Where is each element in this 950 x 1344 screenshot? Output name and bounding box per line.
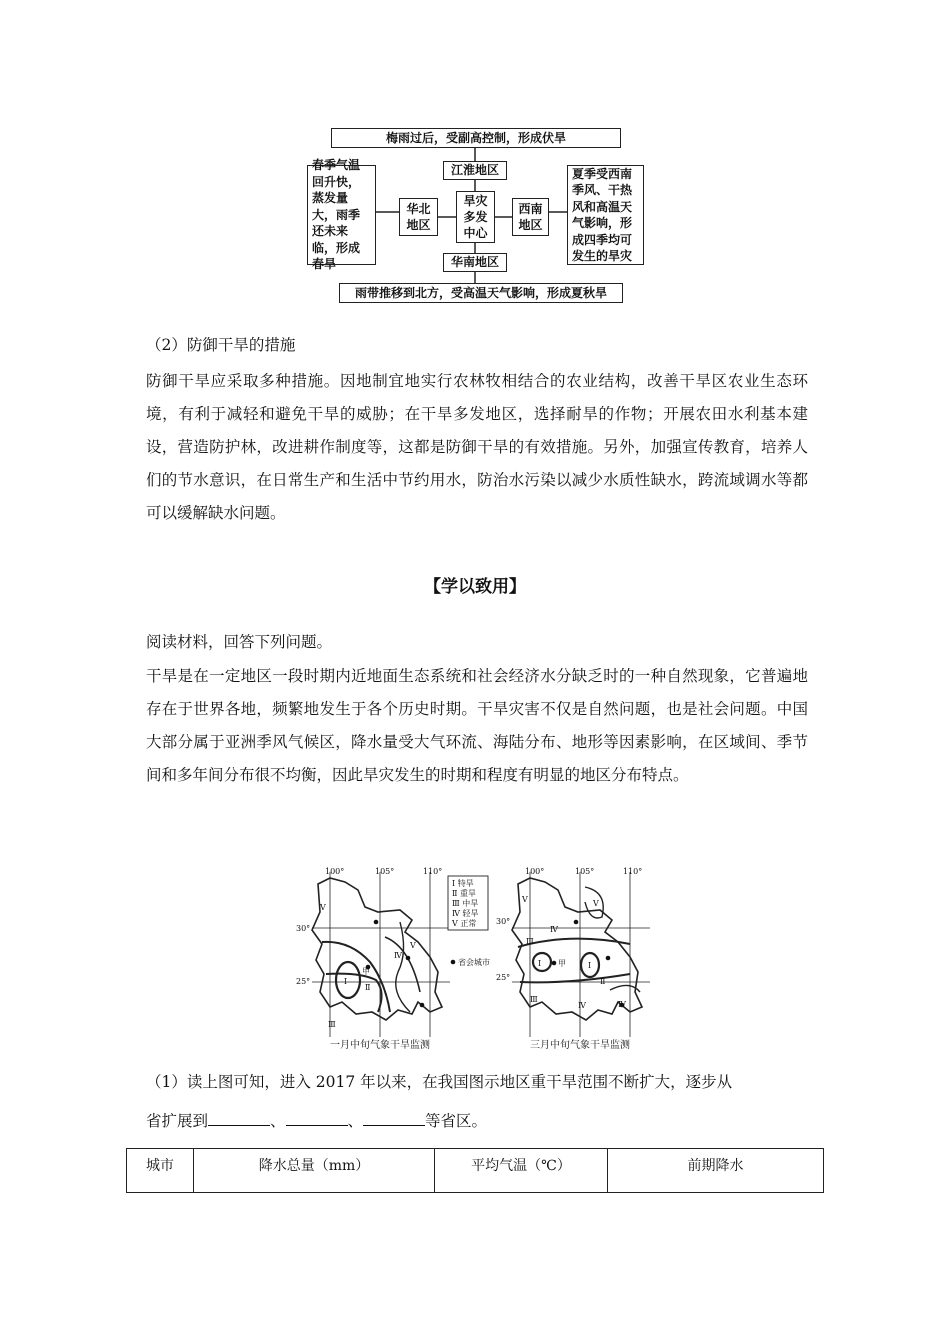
diagram-east-region (512, 198, 549, 236)
diagram-top-note: 梅雨过后，受副高控制，形成伏旱 (331, 128, 621, 148)
diagram-west-note-text: 春季气温回升快，蒸发量大，雨季还未来临，形成春旱 (312, 158, 361, 272)
question-1-sep: 、 (347, 1112, 364, 1130)
legend-item: Ⅲ 中旱 (452, 899, 479, 908)
left-map (312, 872, 450, 1037)
right-map-caption: 三月中旬气象干旱监测 (530, 1040, 630, 1051)
question-1-suffix: 等省区。 (425, 1112, 488, 1130)
capital-dot (420, 1003, 425, 1008)
section2-title: （2）防御干旱的措施 (146, 336, 296, 354)
diagram-east-label: 西南地区 (518, 202, 543, 232)
right-region-4b: Ⅳ (578, 1001, 586, 1010)
right-jia: 甲 (558, 959, 566, 968)
answer-blank-2[interactable] (286, 1111, 348, 1126)
left-lon-110: 110° (423, 867, 443, 876)
capital-dot (406, 956, 411, 961)
left-lon-105: 105° (375, 867, 395, 876)
right-region-3: Ⅲ (526, 937, 534, 946)
diagram-east-note (567, 165, 644, 265)
diagram-east-note-text: 夏季受西南季风、干热风和高温天气影响，形成四季均可发生的旱灾 (572, 166, 633, 263)
drought-maps (290, 862, 660, 1057)
data-table (126, 1148, 824, 1193)
diagram-bottom-note: 雨带推移到北方，受高温天气影响，形成夏秋旱 (339, 283, 623, 303)
diagram-center (456, 191, 495, 243)
answer-blank-3[interactable] (363, 1111, 425, 1126)
section2-body: 防御干旱应采取多种措施。因地制宜地实行农林牧相结合的农业结构，改善干旱区农业生态环境，有利于减轻和避免干旱的威胁；在干旱多发地区，选择耐旱的作物；开展农田水利基本建设，营造防护林，改进耕作制度等，这都是防御干旱的有效措施。另外，加强宣传教育，培养人们的节水意识，在日常生产和生活中节约用水，防治水污染以减少水质性缺水，跨流域调水等都可以缓解缺水问题。 (146, 372, 808, 522)
left-region-4: Ⅳ (394, 951, 402, 960)
table-header-cell: 降水总量（mm） (194, 1149, 435, 1193)
legend-item: Ⅴ 正常 (452, 919, 477, 928)
legend-capital: 省会城市 (458, 958, 490, 967)
question-1-line2 (146, 1105, 808, 1138)
diagram-west-note (307, 158, 376, 272)
apply-heading: 【学以致用】 (424, 577, 526, 597)
right-region-4c: Ⅳ (618, 1000, 626, 1009)
right-region-1b: Ⅰ (588, 961, 592, 970)
capital-dot (606, 956, 611, 961)
right-region-3b: Ⅲ (530, 995, 538, 1004)
diagram-north-region: 江淮地区 (443, 161, 507, 180)
diagram-connectors (0, 0, 950, 320)
capital-dot (552, 961, 557, 966)
right-lon-100: 100° (525, 867, 545, 876)
map-legend (448, 876, 490, 967)
material-text: 干旱是在一定地区一段时期内近地面生态系统和社会经济水分缺乏时的一种自然现象，它普遍地存在于世界各地，频繁地发生于各个历史时期。干旱灾害不仅是自然问题，也是社会问题。中国大部分属于亚洲季风气候区，降水量受大气环流、海陆分布、地形等因素影响，在区域间、季节间和多年间分布很不均衡，因此旱灾发生的时期和程度有明显的地区分布特点。 (146, 667, 808, 784)
diagram-center-label: 旱灾多发中心 (463, 194, 488, 240)
answer-blank-1[interactable] (208, 1111, 270, 1126)
diagram-south-region: 华南地区 (443, 253, 507, 272)
table-header-cell: 城市 (127, 1149, 194, 1193)
capital-dot (374, 920, 379, 925)
table-header-cell: 前期降水 (608, 1149, 824, 1193)
left-region-5: Ⅴ (410, 941, 416, 950)
intro-text: 阅读材料，回答下列问题。 (146, 633, 333, 651)
left-lat-30: 30° (296, 924, 311, 933)
table-header-row (127, 1149, 824, 1193)
left-jia: 甲 (362, 967, 370, 976)
left-region-1: Ⅰ (344, 977, 348, 986)
left-region-2: Ⅱ (365, 983, 371, 992)
legend-item: Ⅱ 重旱 (452, 889, 476, 898)
right-region-1: Ⅰ (538, 959, 542, 968)
right-lon-110: 110° (623, 867, 643, 876)
right-lat-30: 30° (496, 917, 511, 926)
question-1-prefix: 省扩展到 (146, 1112, 209, 1130)
legend-item: Ⅰ 特旱 (452, 879, 474, 888)
left-region-3: Ⅲ (328, 1020, 336, 1029)
question-1-sep: 、 (270, 1112, 286, 1130)
right-region-2: Ⅱ (600, 977, 606, 986)
left-region-5b: Ⅴ (320, 903, 326, 912)
left-map-caption: 一月中旬气象干旱监测 (330, 1040, 430, 1051)
diagram-west-region (399, 198, 438, 236)
capital-dot (574, 920, 579, 925)
right-lat-25: 25° (496, 973, 511, 982)
right-region-5: Ⅴ (593, 899, 599, 908)
question-1-line1: （1）读上图可知，进入 2017 年以来，在我国图示地区重干旱范围不断扩大，逐步从 (146, 1073, 733, 1091)
legend-item: Ⅳ 轻旱 (452, 909, 479, 918)
right-region-5b: Ⅴ (522, 895, 528, 904)
left-lon-100: 100° (325, 867, 345, 876)
diagram-west-label: 华北地区 (406, 202, 431, 232)
left-lat-25: 25° (296, 977, 311, 986)
right-lon-105: 105° (575, 867, 595, 876)
right-region-4: Ⅳ (550, 925, 558, 934)
table-header-cell: 平均气温（℃） (435, 1149, 608, 1193)
right-map (512, 872, 650, 1037)
